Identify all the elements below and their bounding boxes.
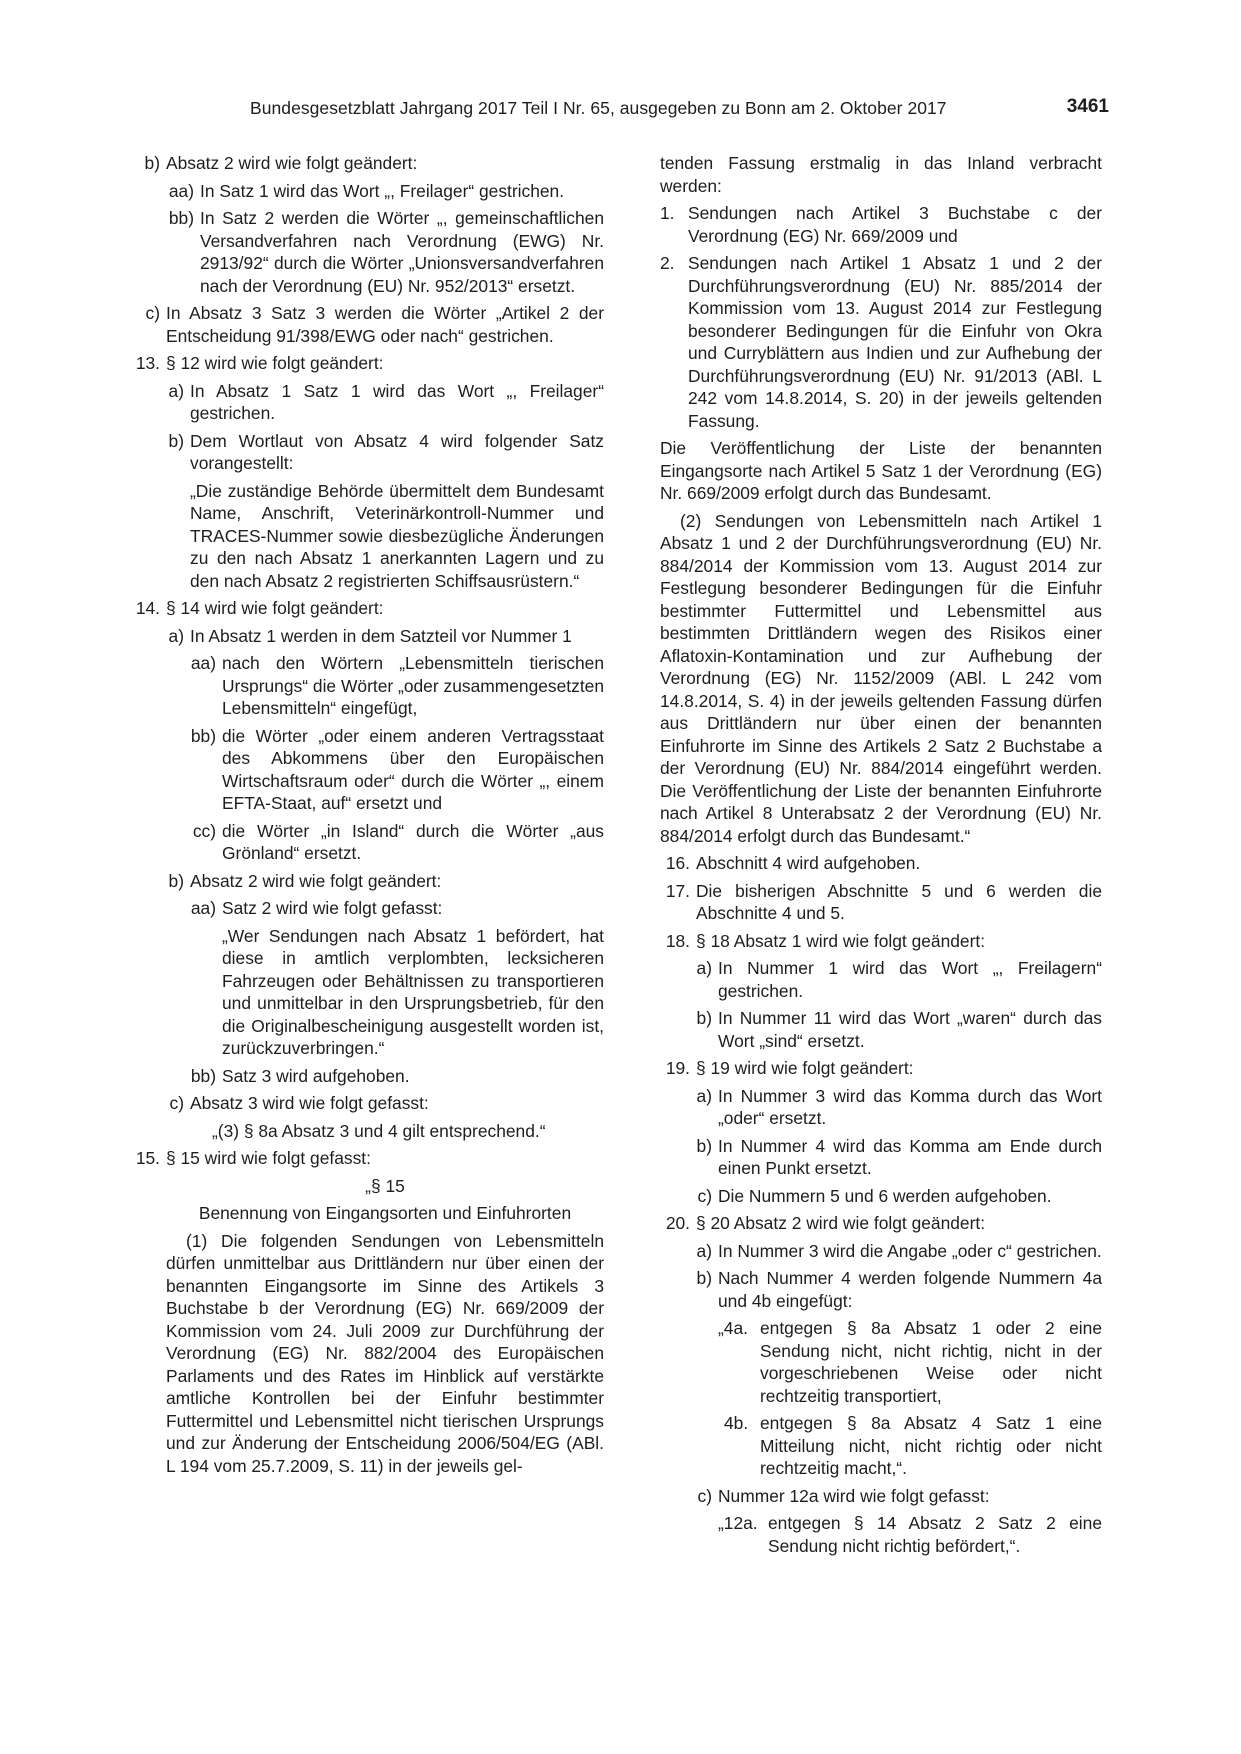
list-item	[660, 252, 1102, 432]
item-marker: a)	[168, 380, 184, 401]
section-title: Benennung von Eingangsorten und Einfuhrorten	[198, 1203, 572, 1223]
item-marker: cc)	[192, 820, 216, 841]
page-header	[0, 98, 1241, 124]
item-text: Abschnitt 4 wird aufgehoben.	[696, 853, 921, 873]
item-text: Nummer 12a wird wie folgt gefasst:	[718, 1485, 990, 1506]
item-text: § 15 wird wie folgt gefasst:	[166, 1148, 371, 1168]
item-text: § 12 wird wie folgt geändert:	[166, 353, 384, 373]
list-item	[660, 1240, 1102, 1263]
list-item	[660, 1212, 1102, 1235]
list-item	[660, 1412, 1102, 1480]
page-number: 3461	[1066, 96, 1109, 117]
list-item	[130, 870, 604, 893]
header-title: Bundesgesetzblatt Jahrgang 2017 Teil I Nr. 65, ausgegeben zu Bonn am 2. Oktober 2017	[250, 98, 947, 118]
item-text: § 20 Absatz 2 wird wie folgt geändert:	[696, 1213, 986, 1233]
list-item	[130, 152, 604, 175]
list-item	[130, 430, 604, 475]
item-text: Die bisherigen Abschnitte 5 und 6 werden die Abschnitte 4 und 5.	[696, 880, 1102, 923]
item-text: In Absatz 1 Satz 1 wird das Wort „, Freilager“ gestrichen.	[190, 380, 604, 423]
list-item	[660, 1057, 1102, 1080]
item-text: die Wörter „in Island“ durch die Wörter „aus Grönland“ ersetzt.	[222, 820, 604, 863]
item-text: In Nummer 3 wird die Angabe „oder c“ gestrichen.	[718, 1240, 1102, 1261]
quoted-text: „(3) § 8a Absatz 3 und 4 gilt entsprechend.“	[212, 1120, 546, 1141]
item-text: entgegen § 14 Absatz 2 Satz 2 eine Sendung nicht richtig befördert,“.	[768, 1513, 1102, 1556]
item-marker: c)	[169, 1093, 184, 1113]
item-text: In Nummer 1 wird das Wort „, Freilagern“ gestrichen.	[718, 958, 1102, 1001]
item-marker: bb)	[190, 725, 216, 746]
item-text: Dem Wortlaut von Absatz 4 wird folgender Satz vorangestellt:	[190, 430, 604, 473]
list-item	[130, 725, 604, 815]
right-column	[660, 152, 1102, 1557]
item-text: Satz 2 wird wie folgt gefasst:	[222, 898, 443, 918]
item-marker: a)	[168, 625, 184, 646]
item-text: Satz 3 wird aufgehoben.	[222, 1065, 410, 1086]
item-text: Absatz 2 wird wie folgt geändert:	[190, 870, 442, 891]
list-item	[660, 852, 1102, 875]
item-text: die Wörter „oder einem anderen Vertragsstaat des Abkommens über den Europäischen Wirtschaftsraum oder“ durch die Wörter „, einem EFTA-Staat, auf“ ersetzt und	[222, 725, 604, 813]
list-item	[130, 820, 604, 865]
list-item	[130, 1147, 604, 1170]
item-marker: bb)	[190, 1065, 216, 1086]
list-item	[130, 897, 604, 920]
item-marker: aa)	[190, 653, 216, 673]
item-text: In Satz 1 wird das Wort „, Freilager“ gestrichen.	[200, 180, 565, 201]
item-text: Die Nummern 5 und 6 werden aufgehoben.	[718, 1185, 1052, 1206]
item-marker: c)	[697, 1185, 712, 1206]
item-marker: 4b.	[724, 1413, 749, 1433]
item-text: In Nummer 11 wird das Wort „waren“ durch das Wort „sind“ ersetzt.	[718, 1008, 1102, 1051]
item-marker: 15.	[135, 1148, 160, 1168]
item-marker: 19.	[665, 1058, 690, 1078]
list-item	[660, 957, 1102, 1002]
item-marker: b)	[696, 1135, 712, 1156]
section-number: „§ 15	[365, 1175, 405, 1196]
item-text: In Nummer 4 wird das Komma am Ende durch einen Punkt ersetzt.	[718, 1135, 1102, 1178]
item-marker: 17.	[665, 880, 690, 901]
list-item	[130, 352, 604, 375]
item-marker: c)	[145, 303, 160, 323]
item-marker: b)	[168, 870, 184, 891]
item-marker: aa)	[190, 898, 216, 918]
item-marker: aa)	[168, 180, 194, 201]
item-marker: 20.	[665, 1213, 690, 1233]
item-text: Absatz 2 wird wie folgt geändert:	[166, 153, 418, 173]
paragraph: Die Veröffentlichung der Liste der benannten Eingangsorte nach Artikel 5 Satz 1 der Verordnung (EG) Nr. 669/2009 erfolgt durch das Bundesamt.	[660, 438, 1102, 503]
list-item	[660, 1185, 1102, 1208]
item-text: entgegen § 8a Absatz 1 oder 2 eine Sendung nicht, nicht richtig, nicht in der vorgeschriebenen Weise oder nicht rechtzeitig transportiert,	[760, 1318, 1102, 1406]
list-item	[130, 597, 604, 620]
paragraph: (2) Sendungen von Lebensmitteln nach Artikel 1 Absatz 1 und 2 der Durchführungsverordnung (EU) Nr. 884/2014 der Kommission vom 13. August 2014 zur Festlegung besonderer Bedingungen für die Einfuhr bestimmter Futtermittel und Lebensmittel aus bestimmten Drittländern wegen des Risikos einer Aflatoxin-Kontamination und zur Aufhebung der Verordnung (EG) Nr. 1152/2009 (ABl. L 242 vom 14.8.2014, S. 4) in der jeweils geltenden Fassung dürfen aus Drittländern nur über einen der benannten Einfuhrorte im Sinne des Artikels 2 Satz 2 Buchstabe a der Verordnung (EU) Nr. 884/2014 eingeführt werden. Die Veröffentlichung der Liste der benannten Einfuhrorte nach Artikel 8 Unterabsatz 2 der Verordnung (EU) Nr. 884/2014 erfolgt durch das Bundesamt.“	[660, 510, 1102, 846]
quoted-text: „Die zuständige Behörde übermittelt dem Bundesamt Name, Anschrift, Veterinärkontroll-Nummer und TRACES-Nummer sowie diesbezügliche Änderungen zu den nach Absatz 1 anerkannten Lagern und zu den nach Absatz 2 registrierten Schiffsausrüstern.“	[190, 480, 604, 591]
item-marker: bb)	[168, 208, 194, 228]
list-item	[660, 1267, 1102, 1312]
item-text: Sendungen nach Artikel 1 Absatz 1 und 2 der Durchführungsverordnung (EU) Nr. 885/2014 der Kommission vom 13. August 2014 zur Festlegung besonderer Bedingungen für die Einfuhr von Okra und Curryblättern aus Indien und zur Aufhebung der Durchführungsverordnung (EU) Nr. 91/2013 (ABl. L 242 vom 14.8.2014, S. 20) in der jeweils geltenden Fassung.	[688, 253, 1102, 431]
list-item	[660, 1085, 1102, 1130]
item-text: Absatz 3 wird wie folgt gefasst:	[190, 1093, 429, 1113]
item-text: In Satz 2 werden die Wörter „, gemeinschaftlichen Versandverfahren nach Verordnung (EWG) Nr. 2913/92“ durch die Wörter „Unionsversandverfahren nach der Verordnung (EU) Nr. 952/2013“ ersetzt.	[200, 208, 604, 296]
item-marker: a)	[696, 1240, 712, 1261]
item-text: § 18 Absatz 1 wird wie folgt geändert:	[696, 930, 986, 951]
list-item	[130, 625, 604, 648]
item-text: entgegen § 8a Absatz 4 Satz 1 eine Mitteilung nicht, nicht richtig oder nicht rechtzeitig macht,“.	[760, 1413, 1102, 1478]
list-item	[660, 930, 1102, 953]
list-item	[130, 380, 604, 425]
list-item	[130, 652, 604, 720]
item-text: § 14 wird wie folgt geändert:	[166, 598, 384, 618]
list-item	[660, 1485, 1102, 1508]
list-item	[660, 1135, 1102, 1180]
item-marker: a)	[696, 1085, 712, 1106]
item-text: Nach Nummer 4 werden folgende Nummern 4a und 4b eingefügt:	[718, 1268, 1102, 1311]
item-marker: b)	[144, 153, 160, 173]
list-item	[660, 1512, 1102, 1557]
quoted-text: „Wer Sendungen nach Absatz 1 befördert, hat diese in amtlich verplombten, lecksicheren Fahrzeugen oder Behältnissen zu transportieren und unmittelbar in den Ursprungsbetrieb, für den die Originalbescheinigung ausgestellt worden ist, zurückzuverbringen.“	[222, 925, 604, 1058]
list-item	[660, 202, 1102, 247]
paragraph: (1) Die folgenden Sendungen von Lebensmitteln dürfen unmittelbar aus Drittländern nur über einen der benannten Eingangsorte im Sinne des Artikels 3 Buchstabe b der Verordnung (EG) Nr. 669/2009 der Kommission vom 24. Juli 2009 zur Durchführung der Verordnung (EG) Nr. 882/2004 des Europäischen Parlaments und des Rates im Hinblick auf verstärkte amtliche Kontrollen bei der Einfuhr bestimmter Futtermittel und Lebensmittel nicht tierischen Ursprungs und zur Änderung der Entscheidung 2006/504/EG (ABl. L 194 vom 25.7.2009, S. 11) in der jeweils gel-	[166, 1230, 604, 1476]
item-marker: b)	[168, 430, 184, 451]
item-text: In Nummer 3 wird das Komma durch das Wort „oder“ ersetzt.	[718, 1085, 1102, 1128]
list-item	[130, 302, 604, 347]
item-marker: „12a.	[718, 1513, 758, 1533]
list-item	[660, 1007, 1102, 1052]
item-marker: 18.	[665, 930, 690, 951]
list-item	[130, 207, 604, 297]
left-column	[130, 152, 604, 1477]
item-text: nach den Wörtern „Lebensmitteln tierischen Ursprungs“ die Wörter „oder zusammengesetzten Lebensmitteln“ eingefügt,	[222, 653, 604, 718]
list-item	[660, 880, 1102, 925]
list-item	[130, 180, 604, 203]
item-text: In Absatz 3 Satz 3 werden die Wörter „Artikel 2 der Entscheidung 91/398/EWG oder nach“ gestrichen.	[166, 303, 604, 346]
list-item	[130, 1092, 604, 1115]
item-marker: b)	[696, 1268, 712, 1288]
item-marker: 13.	[135, 353, 160, 373]
item-marker: c)	[697, 1485, 712, 1506]
item-marker: „4a.	[718, 1318, 748, 1338]
list-item	[660, 1317, 1102, 1407]
item-text: § 19 wird wie folgt geändert:	[696, 1058, 914, 1078]
item-marker: 14.	[135, 598, 160, 618]
item-marker: b)	[696, 1008, 712, 1028]
item-marker: 1.	[660, 203, 675, 223]
list-item	[130, 1065, 604, 1088]
item-text: Sendungen nach Artikel 3 Buchstabe c der Verordnung (EG) Nr. 669/2009 und	[688, 203, 1102, 246]
item-marker: 16.	[665, 853, 690, 873]
paragraph: tenden Fassung erstmalig in das Inland verbracht werden:	[660, 153, 1102, 196]
item-marker: a)	[696, 958, 712, 978]
item-marker: 2.	[660, 253, 675, 273]
item-text: In Absatz 1 werden in dem Satzteil vor Nummer 1	[190, 625, 572, 646]
